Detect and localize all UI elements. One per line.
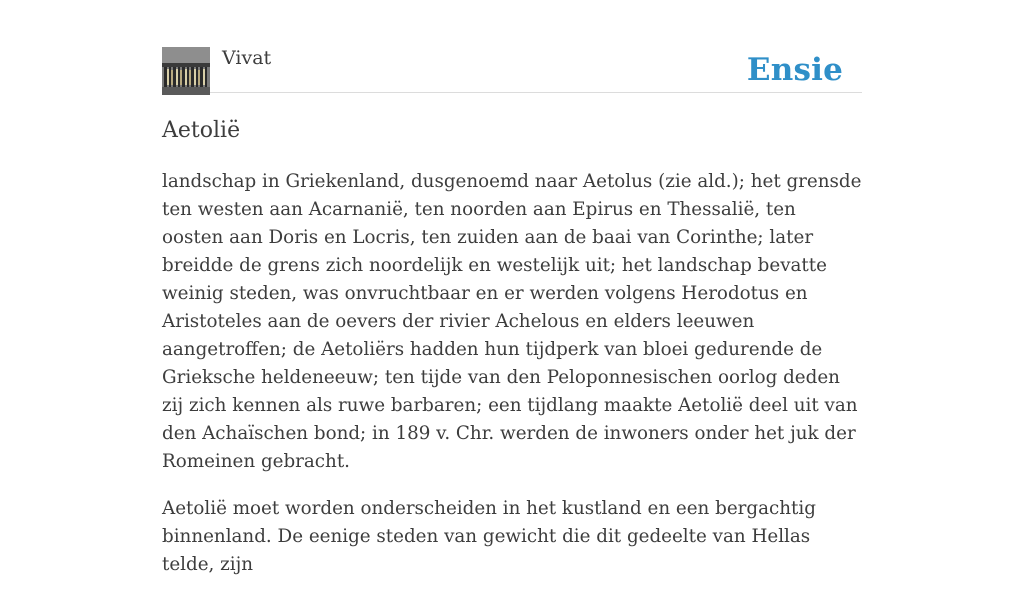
article-paragraph: Aetolië moet worden onderscheiden in het kustland en een bergachtig binnenland. De eenige steden van gewicht die dit gedeelte van Hellas telde, zijn [162, 498, 816, 575]
bookshelf-avatar-icon [162, 47, 210, 95]
source-avatar[interactable] [162, 47, 210, 95]
source-name[interactable]: Vivat [222, 47, 272, 69]
article-header [162, 46, 862, 93]
ensie-logo[interactable]: Ensie [746, 52, 843, 88]
article-paragraph: landschap in Griekenland, dusgenoemd naar Aetolus (zie ald.); het grensde ten westen aan Acarnanië, ten noorden aan Epirus en Thessalië, ten oosten aan Doris en Locris, ten zuiden aan de baai van Corinthe; later breidde de grens zich noordelijk en westelijk uit; het landschap bevatte weinig steden, was onvruchtbaar en er werden volgens Herodotus en Aristoteles aan de oevers der rivier Achelous en elders leeuwen aangetroffen; de Aetoliërs hadden hun tijdperk van bloei gedurende de Grieksche heldeneeuw; ten tijde van den Peloponnesischen oorlog deden zij zich kennen als ruwe barbaren; een tijdlang maakte Aetolië deel uit van den Achaïschen bond; in 189 v. Chr. werden de inwoners onder het juk der Romeinen gebracht. [162, 171, 862, 472]
article-body [162, 168, 862, 598]
article-page [162, 0, 862, 575]
article-title: Aetolië [162, 118, 241, 143]
